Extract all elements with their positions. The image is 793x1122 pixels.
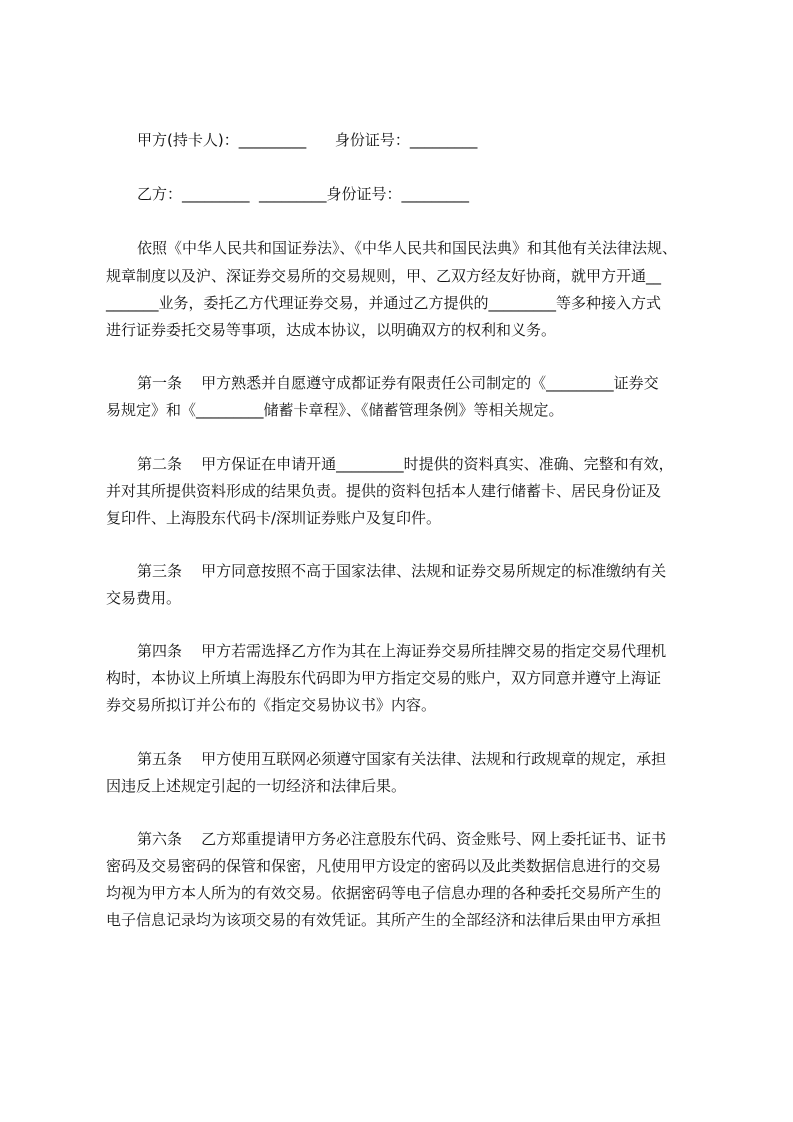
party-a-line: 甲方(持卡人)：_________ 身份证号：_________: [137, 131, 478, 149]
article-2-line: 复印件、上海股东代码卡/深圳证券账户及复印件。: [106, 509, 442, 527]
article-6-line: 电子信息记录均为该项交易的有效凭证。其所产生的全部经济和法律后果由甲方承担: [106, 911, 662, 929]
preamble-line: 进行证券委托交易等事项，达成本协议，以明确双方的权利和义务。: [106, 321, 557, 339]
article-4-line: 券交易所拟订并公布的《指定交易协议书》内容。: [106, 696, 437, 714]
preamble-line: 规章制度以及沪、深证券交易所的交易规则，甲、乙双方经友好协商，就甲方开通__: [106, 267, 662, 285]
article-6-line: 均视为甲方本人所为的有效交易。依据密码等电子信息办理的各种委托交易所产生的: [106, 884, 662, 902]
article-2-line: 并对其所提供资料形成的结果负责。提供的资料包括本人建行储蓄卡、居民身份证及: [106, 482, 662, 500]
article-6-line: 密码及交易密码的保管和保密，凡使用甲方设定的密码以及此类数据信息进行的交易: [106, 857, 662, 875]
article-1-line: 第一条 甲方熟悉并自愿遵守成都证券有限责任公司制定的《_________证券交: [137, 374, 659, 392]
article-3-line: 交易费用。: [106, 589, 182, 607]
article-5-line: 因违反上述规定引起的一切经济和法律后果。: [106, 777, 407, 795]
article-4-line: 第四条 甲方若需选择乙方作为其在上海证券交易所挂牌交易的指定交易代理机: [137, 642, 667, 660]
preamble-line: 依照《中华人民共和国证券法》、《中华人民共和国民法典》和其他有关法律法规、: [137, 239, 678, 257]
article-4-line: 构时，本协议上所填上海股东代码即为甲方指定交易的账户，双方同意并遵守上海证: [106, 669, 662, 687]
article-6-line: 第六条 乙方郑重提请甲方务必注意股东代码、资金账号、网上委托证书、证书: [137, 830, 667, 848]
article-5-line: 第五条 甲方使用互联网必须遵守国家有关法律、法规和行政规章的规定，承担: [137, 750, 667, 768]
preamble-line: _______业务，委托乙方代理证券交易，并通过乙方提供的_________等多种接入方式: [106, 294, 662, 312]
article-3-line: 第三条 甲方同意按照不高于国家法律、法规和证券交易所规定的标准缴纳有关: [137, 562, 667, 580]
article-1-line: 易规定》和《_________储蓄卡章程》、《储蓄管理条例》等相关规定。: [106, 401, 564, 419]
party-b-line: 乙方：_________ _________身份证号：_________: [137, 185, 470, 203]
article-2-line: 第二条 甲方保证在申请开通_________时提供的资料真实、准确、完整和有效，: [137, 455, 674, 473]
